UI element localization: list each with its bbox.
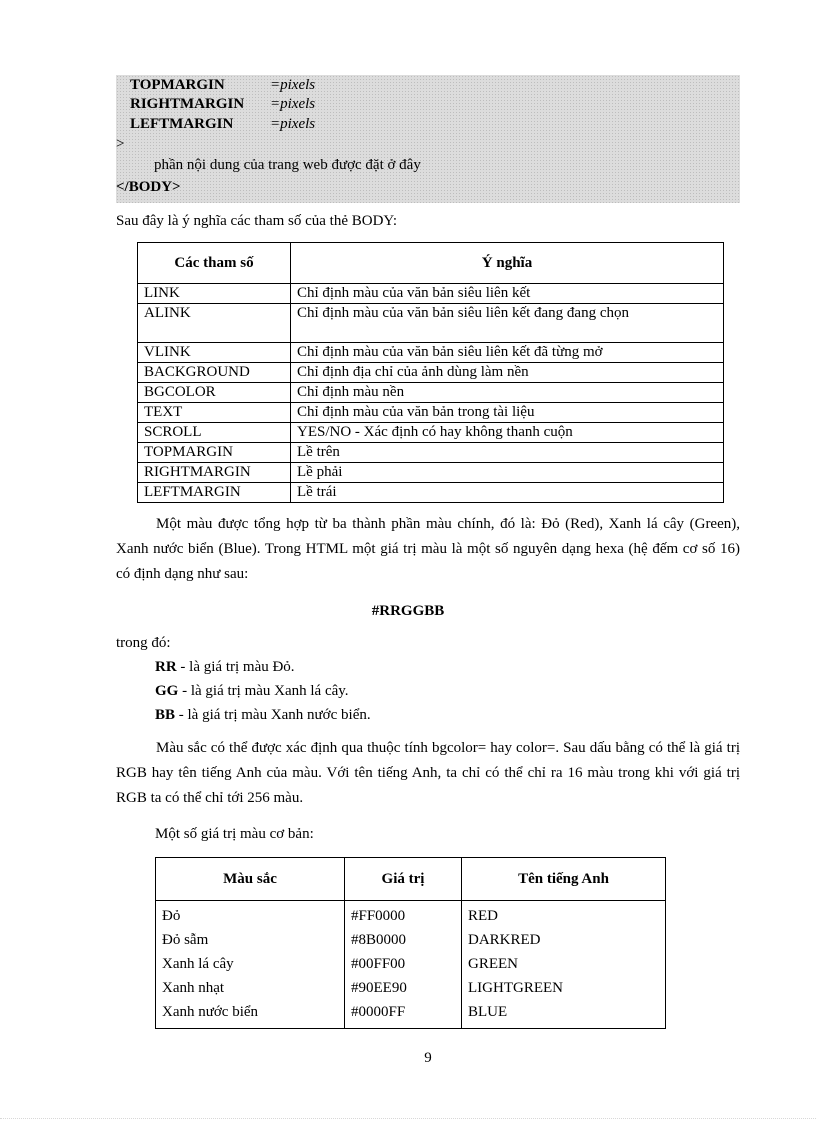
table-row: LEFTMARGIN Lề trái xyxy=(138,483,724,503)
paragraph-bgcolor: Màu sắc có thể được xác định qua thuộc tính bgcolor= hay color=. Sau dấu bằng có thể là giá trị RGB hay tên tiếng Anh của màu. Với tên tiếng Anh, ta chỉ có thể chỉ ra 16 màu trong khi với giá trị RGB ta có thể chỉ tới 256 màu. xyxy=(116,740,740,806)
table-row: RIGHTMARGIN Lề phải xyxy=(138,463,724,483)
paragraph-color-intro: Một màu được tổng hợp từ ba thành phần màu chính, đó là: Đỏ (Red), Xanh lá cây (Green), Xanh nước biển (Blue). Trong HTML một giá trị màu là một số nguyên dạng hexa (hệ đếm cơ số 16) có định dạng như sau: xyxy=(116,516,740,582)
table-row: ALINK Chỉ định màu của văn bản siêu liên kết đang đang chọn xyxy=(138,304,724,343)
colors-table xyxy=(155,857,666,1029)
code-content-text: phần nội dung của trang web được đặt ở đây xyxy=(154,157,421,173)
definition-bb: BB - là giá trị màu Xanh nước biển. xyxy=(155,707,371,723)
page-number: 9 xyxy=(424,1050,432,1066)
table-row: Xanh nước biển #0000FF BLUE xyxy=(156,1000,666,1029)
table-row: LINK Chỉ định màu của văn bản siêu liên kết xyxy=(138,284,724,304)
table-row: BGCOLOR Chỉ định màu nền xyxy=(138,383,724,403)
header-params: Các tham số xyxy=(138,243,291,284)
where-label: trong đó: xyxy=(116,635,171,651)
colors-table-header xyxy=(156,858,666,901)
table-row: TEXT Chỉ định màu của văn bản trong tài liệu xyxy=(138,403,724,423)
header-english-name: Tên tiếng Anh xyxy=(462,858,666,901)
definition-rr: RR - là giá trị màu Đỏ. xyxy=(155,659,295,675)
intro-text: Sau đây là ý nghĩa các tham số của thẻ BODY: xyxy=(116,213,398,229)
table-row: BACKGROUND Chỉ định địa chỉ của ảnh dùng làm nền xyxy=(138,363,724,383)
code-line-topmargin: TOPMARGIN =pixels xyxy=(130,77,316,93)
table-row: Xanh nhạt #90EE90 LIGHTGREEN xyxy=(156,976,666,1000)
code-block xyxy=(116,75,740,203)
header-value: Giá trị xyxy=(345,858,462,901)
table-row: Đỏ #FF0000 RED xyxy=(156,901,666,929)
footer-divider xyxy=(0,1118,816,1119)
table-row: TOPMARGIN Lề trên xyxy=(138,443,724,463)
header-meaning: Ý nghĩa xyxy=(291,243,724,284)
basic-colors-label: Một số giá trị màu cơ bản: xyxy=(155,826,314,842)
header-color: Màu sắc xyxy=(156,858,345,901)
code-line-rightmargin: RIGHTMARGIN =pixels xyxy=(130,96,316,112)
params-table-header xyxy=(138,243,724,284)
params-table xyxy=(137,242,724,503)
table-row: Đỏ sẫm #8B0000 DARKRED xyxy=(156,928,666,952)
code-close-bracket: > xyxy=(116,136,125,152)
table-row: Xanh lá cây #00FF00 GREEN xyxy=(156,952,666,976)
table-row: SCROLL YES/NO - Xác định có hay không thanh cuộn xyxy=(138,423,724,443)
color-format-formula: #RRGGBB xyxy=(371,603,445,619)
code-line-leftmargin: LEFTMARGIN =pixels xyxy=(130,116,316,132)
code-end-tag: </BODY> xyxy=(116,179,181,195)
definition-gg: GG - là giá trị màu Xanh lá cây. xyxy=(155,683,349,699)
table-row: VLINK Chỉ định màu của văn bản siêu liên kết đã từng mở xyxy=(138,343,724,363)
